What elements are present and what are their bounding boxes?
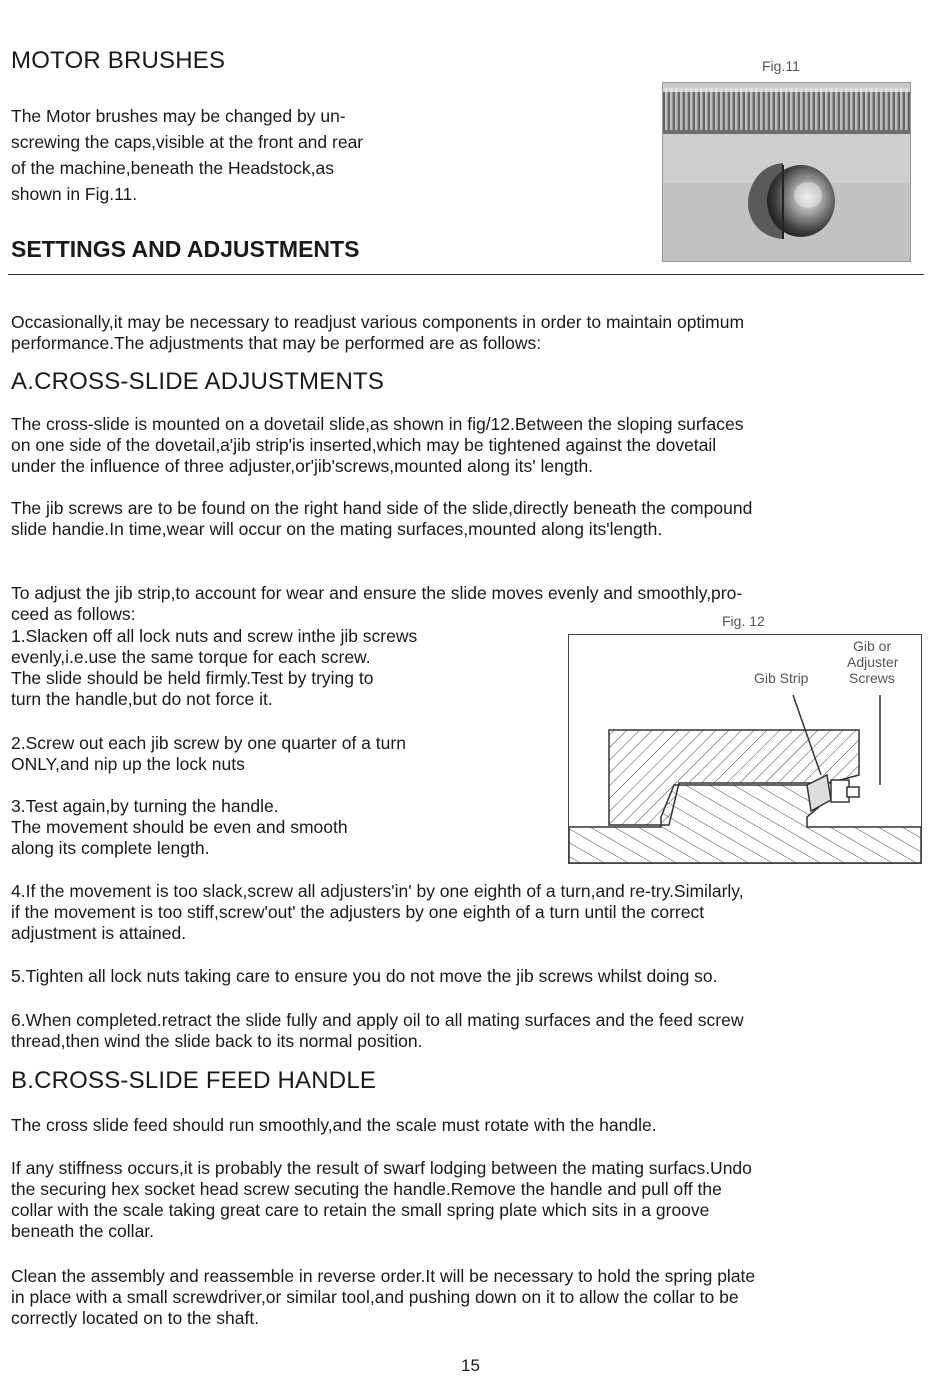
adjuster-label-1: Gib or [853,638,892,654]
text-line: slide handie.In time,wear will occur on the mating surfaces,mounted along its'length. [11,519,663,539]
text-line: performance.The adjustments that may be performed are as follows: [11,333,542,353]
section-b-para3 [11,1266,941,1329]
text-line: in place with a small screwdriver,or similar tool,and pushing down on it to allow the collar to be [11,1287,739,1307]
text-line: 4.If the movement is too slack,screw all adjusters'in' by one eighth of a turn,and re-try.Similarly, [11,881,744,901]
text-line: collar with the scale taking great care to retain the small spring plate which sits in a groove [11,1200,710,1220]
text-line: under the influence of three adjuster,or'jib'screws,mounted along its' length. [11,456,594,476]
text-line: ceed as follows: [11,604,136,624]
text-line: The cross slide feed should run smoothly,and the scale must rotate with the handle. [11,1115,657,1135]
step-6 [11,1010,941,1052]
page-number: 15 [461,1356,480,1375]
text-line: 5.Tighten all lock nuts taking care to ensure you do not move the jib screws whilst doing so. [11,966,718,986]
text-line: on one side of the dovetail,a'jib strip'is inserted,which may be tightened against the dovetail [11,435,717,455]
text-line: If any stiffness occurs,it is probably the result of swarf lodging between the mating surfacs.Undo [11,1158,752,1178]
motor-brush-cap-image [663,83,910,261]
text-line: To adjust the jib strip,to account for wear and ensure the slide moves evenly and smoothly,pro- [11,583,743,603]
section-b-para1 [11,1115,941,1136]
fig11-photo [662,82,911,262]
text-line: Clean the assembly and reassemble in reverse order.It will be necessary to hold the spring plate [11,1266,756,1286]
step-4 [11,881,941,944]
text-line: The slide should be held firmly.Test by trying to [11,668,374,688]
text-line: 3.Test again,by turning the handle. [11,796,279,816]
divider [8,274,924,275]
text-line: ONLY,and nip up the lock nuts [11,754,245,774]
text-line: The cross-slide is mounted on a dovetail slide,as shown in fig/12.Between the sloping surfaces [11,414,744,434]
step-5 [11,966,941,987]
settings-heading: SETTINGS AND ADJUSTMENTS [11,236,360,262]
section-a-para1 [11,414,941,477]
text-line: screwing the caps,visible at the front and rear [11,132,364,152]
gib-strip-label: Gib Strip [754,670,809,686]
text-line: The jib screws are to be found on the right hand side of the slide,directly beneath the compound [11,498,753,518]
motor-brushes-heading: MOTOR BRUSHES [11,47,226,74]
text-line: Occasionally,it may be necessary to readjust various components in order to maintain optimum [11,312,745,332]
motor-brushes-text [11,103,451,207]
adjuster-label-3: Screws [849,670,895,686]
dovetail-slide-diagram [569,635,921,863]
section-a-para3 [11,583,941,625]
text-line: adjustment is attained. [11,923,187,943]
text-line: beneath the collar. [11,1221,155,1241]
text-line: along its complete length. [11,838,210,858]
text-line: evenly,i.e.use the same torque for each screw. [11,647,371,667]
settings-intro [11,312,941,354]
fig12-diagram [568,634,922,864]
text-line: The movement should be even and smooth [11,817,348,837]
step-1 [11,626,551,710]
text-line: shown in Fig.11. [11,184,138,204]
fig12-label: Fig. 12 [722,613,765,629]
section-a-heading: A.CROSS-SLIDE ADJUSTMENTS [11,368,385,395]
step-2 [11,733,551,775]
text-line: 2.Screw out each jib screw by one quarter of a turn [11,733,406,753]
section-a-para2 [11,498,941,540]
text-line: correctly located on to the shaft. [11,1308,260,1328]
fig11-label: Fig.11 [762,58,800,74]
step-3 [11,796,551,859]
text-line: thread,then wind the slide back to its normal position. [11,1031,423,1051]
text-line: The Motor brushes may be changed by un- [11,106,346,126]
text-line: if the movement is too stiff,screw'out' the adjusters by one eighth of a turn until the correct [11,902,705,922]
text-line: 1.Slacken off all lock nuts and screw inthe jib screws [11,626,418,646]
adjuster-label-2: Adjuster [847,654,899,670]
text-line: turn the handle,but do not force it. [11,689,273,709]
text-line: of the machine,beneath the Headstock,as [11,158,334,178]
text-line: the securing hex socket head screw secuting the handle.Remove the handle and pull off the [11,1179,722,1199]
text-line: 6.When completed.retract the slide fully and apply oil to all mating surfaces and the feed screw [11,1010,744,1030]
section-b-heading: B.CROSS-SLIDE FEED HANDLE [11,1067,377,1094]
section-b-para2 [11,1158,941,1242]
